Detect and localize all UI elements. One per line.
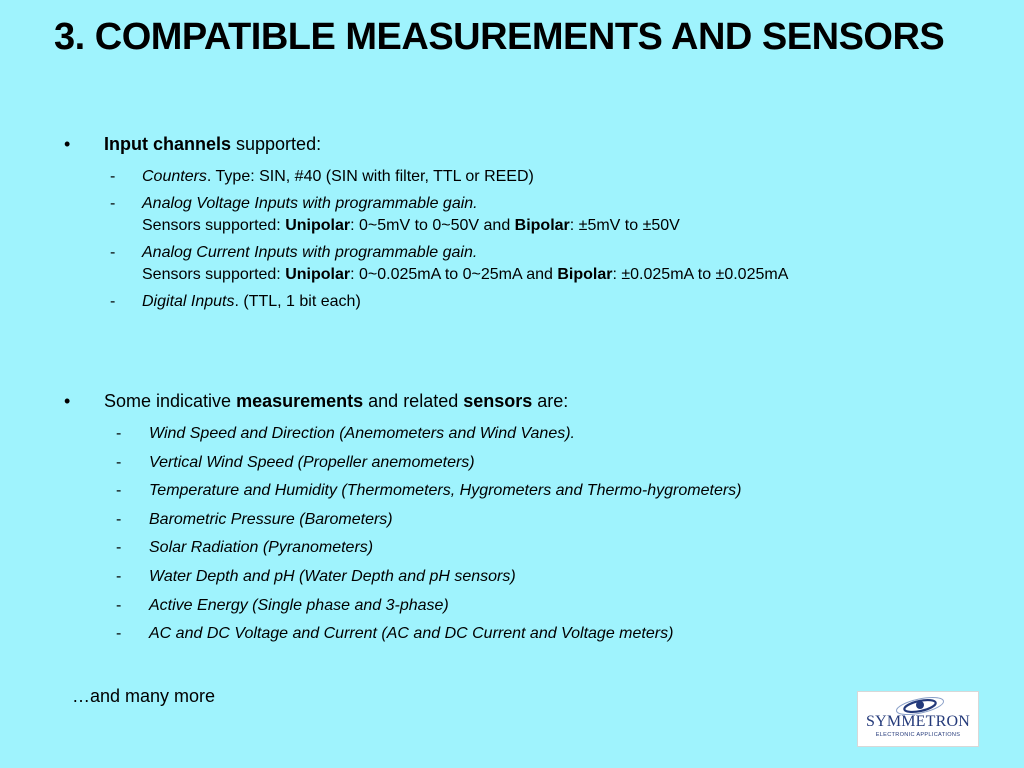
list-item: - Barometric Pressure (Barometers) — [0, 509, 1024, 531]
symmetron-logo — [857, 691, 979, 747]
dash-icon: - — [116, 567, 122, 585]
dash-icon: - — [110, 244, 116, 261]
list-item: - Analog Voltage Inputs with programmable gain. Sensors supported: Unipolar: 0~5mV to 0~50V and Bipolar: ±5mV to ±50V — [0, 193, 1024, 237]
list-item: - Water Depth and pH (Water Depth and pH sensors) — [0, 566, 1024, 588]
dash-icon: - — [116, 453, 122, 471]
dash-icon: - — [110, 168, 116, 185]
dash-icon: - — [116, 539, 122, 557]
dash-icon: - — [110, 195, 116, 212]
bullet-icon: • — [64, 391, 71, 411]
list-item: - Wind Speed and Direction (Anemometers and Wind Vanes). — [0, 423, 1024, 445]
list-item: - Vertical Wind Speed (Propeller anemometers) — [0, 452, 1024, 474]
list-item: - Solar Radiation (Pyranometers) — [0, 537, 1024, 559]
lead-bold: Input channels — [104, 134, 232, 154]
bullet-measurements: • Some indicative measurements and related sensors are: — [64, 391, 569, 411]
list-item: - Analog Current Inputs with programmable gain. Sensors supported: Unipolar: 0~0.025mA to 0~25mA and Bipolar: ±0.025mA to ±0.025mA — [0, 242, 1024, 286]
dash-icon: - — [116, 425, 122, 442]
logo-tagline: ELECTRONIC APPLICATIONS — [875, 732, 961, 738]
dash-icon: - — [116, 625, 122, 643]
sensor-range-line: Sensors supported: Unipolar: 0~0.025mA to 0~25mA and Bipolar: ±0.025mA to ±0.025mA — [142, 266, 789, 283]
list-item: - Digital Inputs. (TTL, 1 bit each) — [0, 291, 1024, 313]
list-item: - AC and DC Voltage and Current (AC and DC Current and Voltage meters) — [0, 623, 1024, 645]
measurements-list — [0, 423, 1024, 645]
measurements-section — [0, 391, 1024, 652]
bullet-input-channels: • Input channels supported: — [64, 134, 322, 154]
bullet-icon: • — [64, 134, 71, 154]
list-item: - Temperature and Humidity (Thermometers, Hygrometers and Thermo-hygrometers) — [0, 480, 1024, 502]
footer-note: …and many more — [72, 686, 216, 706]
list-item: - Counters. Type: SIN, #40 (SIN with filter, TTL or REED) — [0, 166, 1024, 188]
dash-icon: - — [116, 510, 122, 528]
dash-icon: - — [116, 482, 122, 500]
dash-icon: - — [116, 596, 122, 614]
logo-name: SYMMETRON — [865, 713, 971, 730]
sensor-range-line: Sensors supported: Unipolar: 0~5mV to 0~50V and Bipolar: ±5mV to ±50V — [142, 217, 680, 234]
slide-title: 3. COMPATIBLE MEASUREMENTS AND SENSORS — [54, 16, 945, 58]
input-channels-section — [0, 134, 1024, 318]
dash-icon: - — [110, 293, 116, 310]
list-item: - Active Energy (Single phase and 3-phase) — [0, 595, 1024, 617]
